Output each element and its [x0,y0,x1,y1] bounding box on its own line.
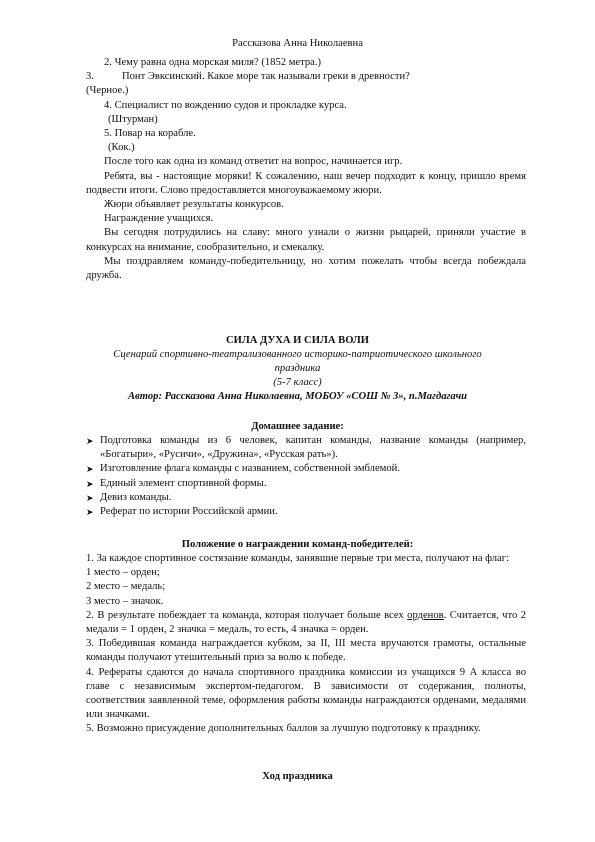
intro-paragraph-1: После того как одна из команд ответит на вопрос, начинается игр. [104,156,403,168]
running-header-author: Рассказова Анна Николаевна [232,38,363,49]
list-item: ➤ Изготовление флага команды с названием, собственной эмблемой. [86,462,526,476]
intro-paragraph-2: Ребята, вы - настоящие моряки! К сожалению, наш вечер подходит к концу, пришло время подвести итоги. Слово предоставляется многоуважаемому жюри. [86,170,526,196]
arrow-bullet-icon: ➤ [86,464,94,475]
intro-paragraph-4: Награждение учащихся. [104,213,214,225]
question-3 [86,70,526,84]
intro-paragraph-6: Мы поздравляем команду-победительницу, но хотим пожелать чтобы всегда побеждала дружба. [86,255,526,282]
list-item: ➤ Реферат по истории Российской армии. [86,505,526,519]
list-item: ➤ Подготовка команды из 6 человек, капитан команды, название команды (например, «Богатыри», «Русичи», «Дружина», «Русская рать»). [86,435,526,461]
homework-heading: Домашнее задание: [251,421,344,432]
subtitle-author: Автор: Рассказова Анна Николаевна, МОБОУ «СОШ № 3», п.Магдагачи [127,391,468,402]
question-4-answer: (Штурман) [108,113,158,125]
question-5: 5. Повар на корабле. [104,128,196,140]
awards-heading: Положение о награждении команд-победителей: [181,539,414,550]
intro-paragraph-3: Жюри объявляет результаты конкурсов. [104,199,284,211]
awards-paragraph-1: 1. За каждое спортивное состязание команды, занявшие первые три места, получают на флаг: [86,553,510,564]
intro-paragraph-5: Вы сегодня потрудились на славу: много узнали о жизни рыцарей, приняли участие в конкурсах на внимание, сообразительно, и смекалку. [86,227,526,253]
awards-paragraph-2: 2. В результате побеждает та команда, которая получает больше всех орденов. Считается, что 2 медали = 1 орден, 2 значка = медаль, то есть, 4 значка = орден. [86,609,526,636]
list-item: ➤ Девиз команды. [86,491,526,505]
orders-link[interactable]: орденов [407,609,444,621]
section-heading-course: Ход праздника [262,771,333,782]
arrow-bullet-icon: ➤ [86,478,94,489]
subtitle-line-1: Сценарий спортивно-театрализованного историко-патриотического школьного [113,349,482,360]
question-3-answer: (Черное.) [86,85,129,97]
awards-place-2: 2 место – медаль; [86,581,166,593]
awards-paragraph-4: 4. Рефераты сдаются до начала спортивного праздника комиссии из учащихся 9 А класса во главе с независимым экспертом-педагогом. В зависимости от содержания, полноты, соответствия заявленной теме, оформления работы команды награждаются орденами, медалями или значками. [86,666,526,721]
arrow-bullet-icon: ➤ [86,436,94,446]
awards-section [86,552,526,737]
question-5-answer: (Кок.) [108,142,135,154]
question-4: 4. Специалист по вождению судов и прокладке курса. [104,99,347,111]
question-3-number: 3. [86,71,94,83]
subtitle-grade: (5-7 класс) [273,377,322,388]
awards-paragraph-5: 5. Возможно присуждение дополнительных баллов за лучшую подготовку к празднику. [86,723,481,735]
awards-place-3: 3 место – значок. [86,595,164,607]
homework-list [86,434,526,519]
awards-place-1: 1 место – орден; [86,567,160,579]
question-2: 2. Чему равна одна морская миля? (1852 метра.) [104,57,322,68]
question-3-text: Понт Эвксинский. Какое море так называли греки в древности? [121,71,410,83]
intro-section [86,56,526,283]
list-item: ➤ Единый элемент спортивной формы. [86,477,526,491]
awards-paragraph-3: 3. Победившая команда награждается кубком, за II, III места вручаются грамоты, остальные команды получают утешительный приз за волю к победе. [86,638,526,664]
subtitle-line-2: праздника [274,363,321,374]
arrow-bullet-icon: ➤ [86,507,94,518]
arrow-bullet-icon: ➤ [86,492,94,503]
document-title: СИЛА ДУХА И СИЛА ВОЛИ [225,335,370,346]
